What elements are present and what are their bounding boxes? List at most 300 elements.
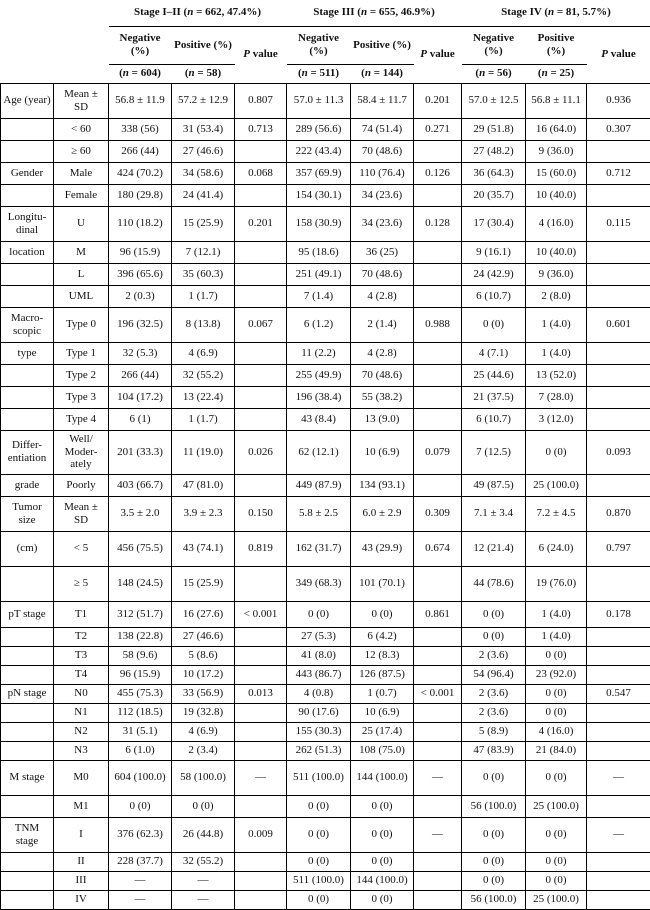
table-row xyxy=(1,408,650,430)
row-value: 70 (48.6) xyxy=(351,140,414,162)
row-value: 25 (100.0) xyxy=(526,890,587,909)
row-value: 17 (30.4) xyxy=(462,206,526,241)
row-value: 36 (64.3) xyxy=(462,162,526,184)
table-row xyxy=(1,627,650,646)
row-value: 3.5 ± 2.0 xyxy=(109,496,172,531)
row-value xyxy=(587,795,650,817)
row-value: 0.026 xyxy=(235,430,287,474)
table-row xyxy=(1,665,650,684)
row-value: 1 (1.7) xyxy=(172,285,235,307)
row-subcategory: UML xyxy=(54,285,109,307)
table-row xyxy=(1,140,650,162)
count-negative: (n = 604) xyxy=(109,64,172,83)
row-value: 2 (3.6) xyxy=(462,703,526,722)
row-value: 376 (62.3) xyxy=(109,817,172,852)
row-value: — xyxy=(414,760,462,795)
row-value: 10 (40.0) xyxy=(526,241,587,263)
p-value-header: P value xyxy=(235,26,287,83)
row-value: 31 (53.4) xyxy=(172,118,235,140)
row-value: 180 (29.8) xyxy=(109,184,172,206)
count-negative: (n = 56) xyxy=(462,64,526,83)
row-category xyxy=(1,285,54,307)
row-value xyxy=(235,241,287,263)
row-category xyxy=(1,386,54,408)
negative-header: Negative (%) xyxy=(109,26,172,64)
row-value: 511 (100.0) xyxy=(287,871,351,890)
row-value: 196 (32.5) xyxy=(109,307,172,342)
row-value xyxy=(235,722,287,741)
row-value: 55 (38.2) xyxy=(351,386,414,408)
row-value xyxy=(587,342,650,364)
row-value: 47 (83.9) xyxy=(462,741,526,760)
row-value: 357 (69.9) xyxy=(287,162,351,184)
row-value: 10 (40.0) xyxy=(526,184,587,206)
row-value: 7.2 ± 4.5 xyxy=(526,496,587,531)
row-value: 0.068 xyxy=(235,162,287,184)
row-value xyxy=(235,703,287,722)
row-category xyxy=(1,852,54,871)
row-value: 0.712 xyxy=(587,162,650,184)
row-value: 0 (0) xyxy=(526,817,587,852)
row-value: 0 (0) xyxy=(526,646,587,665)
row-value: 15 (25.9) xyxy=(172,566,235,601)
row-value: 144 (100.0) xyxy=(351,760,414,795)
row-value: 443 (86.7) xyxy=(287,665,351,684)
row-value: 49 (87.5) xyxy=(462,474,526,496)
row-value: < 0.001 xyxy=(235,601,287,627)
row-subcategory: M1 xyxy=(54,795,109,817)
row-value: 34 (58.6) xyxy=(172,162,235,184)
row-value: 144 (100.0) xyxy=(351,871,414,890)
row-value xyxy=(587,703,650,722)
row-value: 19 (76.0) xyxy=(526,566,587,601)
row-value xyxy=(235,364,287,386)
row-value xyxy=(235,263,287,285)
row-value: 338 (56) xyxy=(109,118,172,140)
row-value: 0 (0) xyxy=(526,703,587,722)
row-value: 1 (1.7) xyxy=(172,408,235,430)
row-category xyxy=(1,566,54,601)
negative-header: Negative (%) xyxy=(462,26,526,64)
count-positive: (n = 144) xyxy=(351,64,414,83)
row-subcategory: I xyxy=(54,817,109,852)
row-value: 2 (3.6) xyxy=(462,646,526,665)
row-value: 25 (100.0) xyxy=(526,795,587,817)
row-value: 138 (22.8) xyxy=(109,627,172,646)
row-value xyxy=(235,627,287,646)
row-value: 2 (3.4) xyxy=(172,741,235,760)
row-value xyxy=(235,646,287,665)
row-value xyxy=(414,285,462,307)
row-value: 449 (87.9) xyxy=(287,474,351,496)
row-value xyxy=(587,285,650,307)
row-category: TNM stage xyxy=(1,817,54,852)
row-value: 2 (0.3) xyxy=(109,285,172,307)
row-value: 0.126 xyxy=(414,162,462,184)
table-row xyxy=(1,703,650,722)
row-value: 13 (52.0) xyxy=(526,364,587,386)
row-value: 0 (0) xyxy=(526,684,587,703)
row-value: 0 (0) xyxy=(109,795,172,817)
row-value xyxy=(587,263,650,285)
subheader-row xyxy=(1,26,650,64)
row-value: 604 (100.0) xyxy=(109,760,172,795)
row-value: 1 (4.0) xyxy=(526,307,587,342)
row-value xyxy=(587,646,650,665)
count-positive: (n = 25) xyxy=(526,64,587,83)
row-subcategory: T3 xyxy=(54,646,109,665)
row-value: 58.4 ± 11.7 xyxy=(351,83,414,118)
row-value: 24 (41.4) xyxy=(172,184,235,206)
row-value xyxy=(587,386,650,408)
row-category xyxy=(1,741,54,760)
row-value: — xyxy=(172,890,235,909)
row-value: 12 (21.4) xyxy=(462,531,526,566)
row-value: 54 (96.4) xyxy=(462,665,526,684)
row-value: 0.093 xyxy=(587,430,650,474)
row-value: 0.201 xyxy=(235,206,287,241)
row-value: 0 (0) xyxy=(287,852,351,871)
row-value xyxy=(414,386,462,408)
row-value xyxy=(414,241,462,263)
table-row xyxy=(1,531,650,566)
row-value: 15 (60.0) xyxy=(526,162,587,184)
row-value xyxy=(587,890,650,909)
row-value: 222 (43.4) xyxy=(287,140,351,162)
row-value: 9 (36.0) xyxy=(526,263,587,285)
row-value xyxy=(235,852,287,871)
row-value: 0.271 xyxy=(414,118,462,140)
row-value xyxy=(414,566,462,601)
table-row xyxy=(1,83,650,118)
row-value xyxy=(587,184,650,206)
row-value: 4 (6.9) xyxy=(172,342,235,364)
row-value: 4 (16.0) xyxy=(526,206,587,241)
row-value: 0.067 xyxy=(235,307,287,342)
row-value: 0.150 xyxy=(235,496,287,531)
row-subcategory: Type 3 xyxy=(54,386,109,408)
table-row xyxy=(1,646,650,665)
row-value: 27 (46.6) xyxy=(172,140,235,162)
row-value: 34 (23.6) xyxy=(351,206,414,241)
row-value: 10 (17.2) xyxy=(172,665,235,684)
row-category: Differ-entiation xyxy=(1,430,54,474)
table-row xyxy=(1,184,650,206)
row-value: 104 (17.2) xyxy=(109,386,172,408)
row-value: 5.8 ± 2.5 xyxy=(287,496,351,531)
row-value: 262 (51.3) xyxy=(287,741,351,760)
table-row xyxy=(1,722,650,741)
row-category: Longitu-dinal xyxy=(1,206,54,241)
table-row xyxy=(1,430,650,474)
row-value: 0.601 xyxy=(587,307,650,342)
row-value: 112 (18.5) xyxy=(109,703,172,722)
row-value: 7.1 ± 3.4 xyxy=(462,496,526,531)
row-value: 8 (13.8) xyxy=(172,307,235,342)
row-value: 0.307 xyxy=(587,118,650,140)
table-row xyxy=(1,496,650,531)
row-category xyxy=(1,703,54,722)
row-value: 162 (31.7) xyxy=(287,531,351,566)
row-value: 1 (4.0) xyxy=(526,627,587,646)
row-value: 33 (56.9) xyxy=(172,684,235,703)
row-subcategory: T4 xyxy=(54,665,109,684)
count-negative: (n = 511) xyxy=(287,64,351,83)
row-value: 511 (100.0) xyxy=(287,760,351,795)
row-subcategory: III xyxy=(54,871,109,890)
row-value: 13 (9.0) xyxy=(351,408,414,430)
row-value: 196 (38.4) xyxy=(287,386,351,408)
row-category: Age (year) xyxy=(1,83,54,118)
row-value: 251 (49.1) xyxy=(287,263,351,285)
row-value xyxy=(414,871,462,890)
p-value-header: P value xyxy=(414,26,462,83)
row-value xyxy=(587,665,650,684)
row-value: — xyxy=(587,817,650,852)
row-value: 7 (1.4) xyxy=(287,285,351,307)
row-value: 12 (8.3) xyxy=(351,646,414,665)
row-category: Gender xyxy=(1,162,54,184)
row-value: 0 (0) xyxy=(351,817,414,852)
row-value: 57.0 ± 11.3 xyxy=(287,83,351,118)
row-category: type xyxy=(1,342,54,364)
row-value: 255 (49.9) xyxy=(287,364,351,386)
row-category: location xyxy=(1,241,54,263)
row-value xyxy=(235,184,287,206)
table-row xyxy=(1,741,650,760)
row-value: 0.547 xyxy=(587,684,650,703)
table-row xyxy=(1,364,650,386)
row-value: 312 (51.7) xyxy=(109,601,172,627)
row-category xyxy=(1,722,54,741)
row-value: 0.988 xyxy=(414,307,462,342)
row-value: 6 (1) xyxy=(109,408,172,430)
row-value xyxy=(587,741,650,760)
row-value xyxy=(235,665,287,684)
group-header-stage-4: Stage IV (n = 81, 5.7%) xyxy=(462,0,650,26)
row-value: 154 (30.1) xyxy=(287,184,351,206)
row-value: 0 (0) xyxy=(526,430,587,474)
row-value: 0.309 xyxy=(414,496,462,531)
row-value: 15 (25.9) xyxy=(172,206,235,241)
row-value: 0 (0) xyxy=(462,871,526,890)
row-subcategory: Female xyxy=(54,184,109,206)
row-value xyxy=(587,627,650,646)
row-category xyxy=(1,871,54,890)
row-value: 158 (30.9) xyxy=(287,206,351,241)
row-value: 96 (15.9) xyxy=(109,665,172,684)
row-value: 7 (12.1) xyxy=(172,241,235,263)
row-value: 43 (29.9) xyxy=(351,531,414,566)
table-row xyxy=(1,162,650,184)
row-value xyxy=(235,342,287,364)
row-subcategory: II xyxy=(54,852,109,871)
row-value: 0.861 xyxy=(414,601,462,627)
table-row xyxy=(1,890,650,909)
row-value xyxy=(587,408,650,430)
row-value: 110 (18.2) xyxy=(109,206,172,241)
group-header-row xyxy=(1,0,650,26)
row-subcategory: N1 xyxy=(54,703,109,722)
row-value xyxy=(235,285,287,307)
row-value: 0.201 xyxy=(414,83,462,118)
row-value: 403 (66.7) xyxy=(109,474,172,496)
row-subcategory: < 5 xyxy=(54,531,109,566)
row-value: — xyxy=(414,817,462,852)
count-positive: (n = 58) xyxy=(172,64,235,83)
row-value: 4 (6.9) xyxy=(172,722,235,741)
row-value: 0 (0) xyxy=(287,817,351,852)
table-row xyxy=(1,206,650,241)
row-value: 0 (0) xyxy=(462,627,526,646)
row-value: 0.079 xyxy=(414,430,462,474)
row-category xyxy=(1,665,54,684)
row-value xyxy=(414,342,462,364)
row-value: — xyxy=(172,871,235,890)
row-value: 110 (76.4) xyxy=(351,162,414,184)
row-value: 456 (75.5) xyxy=(109,531,172,566)
row-value: 0.870 xyxy=(587,496,650,531)
row-subcategory: Male xyxy=(54,162,109,184)
row-value: 5 (8.9) xyxy=(462,722,526,741)
row-value: 148 (24.5) xyxy=(109,566,172,601)
row-value: 11 (2.2) xyxy=(287,342,351,364)
row-value: — xyxy=(587,760,650,795)
row-value: 56 (100.0) xyxy=(462,795,526,817)
row-value: 0.807 xyxy=(235,83,287,118)
row-category xyxy=(1,646,54,665)
row-value xyxy=(235,741,287,760)
row-category xyxy=(1,184,54,206)
row-value: 6 (1.2) xyxy=(287,307,351,342)
row-value xyxy=(587,852,650,871)
row-value: 74 (51.4) xyxy=(351,118,414,140)
row-value xyxy=(587,140,650,162)
row-value: 201 (33.3) xyxy=(109,430,172,474)
row-value: 0 (0) xyxy=(287,890,351,909)
table-row xyxy=(1,241,650,263)
row-value: 56.8 ± 11.9 xyxy=(109,83,172,118)
row-category xyxy=(1,408,54,430)
row-value: 4 (2.8) xyxy=(351,342,414,364)
row-value: 6 (24.0) xyxy=(526,531,587,566)
row-value xyxy=(235,871,287,890)
row-value: 1 (4.0) xyxy=(526,601,587,627)
row-value: 0.009 xyxy=(235,817,287,852)
row-value: 70 (48.6) xyxy=(351,364,414,386)
row-value: 26 (44.8) xyxy=(172,817,235,852)
row-value: 25 (100.0) xyxy=(526,474,587,496)
row-value: 0 (0) xyxy=(462,852,526,871)
row-category xyxy=(1,263,54,285)
row-value: 58 (100.0) xyxy=(172,760,235,795)
row-value: 3.9 ± 2.3 xyxy=(172,496,235,531)
row-value: 4 (16.0) xyxy=(526,722,587,741)
row-value: 2 (8.0) xyxy=(526,285,587,307)
row-value xyxy=(235,408,287,430)
row-value xyxy=(235,386,287,408)
row-value: 0 (0) xyxy=(462,307,526,342)
row-subcategory: Well/ Moder-ately xyxy=(54,430,109,474)
positive-header: Positive (%) xyxy=(351,26,414,64)
row-value xyxy=(414,665,462,684)
row-value: 27 (48.2) xyxy=(462,140,526,162)
row-subcategory: L xyxy=(54,263,109,285)
row-value: 57.2 ± 12.9 xyxy=(172,83,235,118)
row-value xyxy=(587,241,650,263)
row-value: 0.115 xyxy=(587,206,650,241)
table-row xyxy=(1,760,650,795)
row-value: 24 (42.9) xyxy=(462,263,526,285)
row-value: 25 (44.6) xyxy=(462,364,526,386)
row-value: 0 (0) xyxy=(526,760,587,795)
row-value xyxy=(414,408,462,430)
negative-header: Negative (%) xyxy=(287,26,351,64)
row-value: 47 (81.0) xyxy=(172,474,235,496)
row-value: 36 (25) xyxy=(351,241,414,263)
row-category xyxy=(1,890,54,909)
row-value: 6 (10.7) xyxy=(462,408,526,430)
table-row xyxy=(1,566,650,601)
row-value: — xyxy=(109,871,172,890)
row-value: 6.0 ± 2.9 xyxy=(351,496,414,531)
table-row xyxy=(1,342,650,364)
row-value: 57.0 ± 12.5 xyxy=(462,83,526,118)
row-value: 0 (0) xyxy=(462,601,526,627)
row-value xyxy=(587,474,650,496)
row-value: 0.674 xyxy=(414,531,462,566)
row-subcategory: T1 xyxy=(54,601,109,627)
row-value: 27 (46.6) xyxy=(172,627,235,646)
table-row xyxy=(1,684,650,703)
row-subcategory: Mean ± SD xyxy=(54,83,109,118)
row-value: 21 (37.5) xyxy=(462,386,526,408)
row-value: 134 (93.1) xyxy=(351,474,414,496)
row-value xyxy=(414,474,462,496)
row-value: 34 (23.6) xyxy=(351,184,414,206)
row-value: 0.013 xyxy=(235,684,287,703)
table-row xyxy=(1,307,650,342)
row-value: 155 (30.3) xyxy=(287,722,351,741)
row-value: 101 (70.1) xyxy=(351,566,414,601)
row-value: 0 (0) xyxy=(351,795,414,817)
row-value xyxy=(235,795,287,817)
row-subcategory: N2 xyxy=(54,722,109,741)
row-value: — xyxy=(109,890,172,909)
row-value: 32 (5.3) xyxy=(109,342,172,364)
row-value xyxy=(587,364,650,386)
row-value: 0.797 xyxy=(587,531,650,566)
row-value: 16 (64.0) xyxy=(526,118,587,140)
row-category: pN stage xyxy=(1,684,54,703)
row-category xyxy=(1,795,54,817)
row-category: M stage xyxy=(1,760,54,795)
row-value: 43 (74.1) xyxy=(172,531,235,566)
row-value: 4 (7.1) xyxy=(462,342,526,364)
row-subcategory: M0 xyxy=(54,760,109,795)
row-subcategory: M xyxy=(54,241,109,263)
row-value: 424 (70.2) xyxy=(109,162,172,184)
positive-header: Positive (%) xyxy=(526,26,587,64)
row-value: 56.8 ± 11.1 xyxy=(526,83,587,118)
row-category xyxy=(1,140,54,162)
row-value: 62 (12.1) xyxy=(287,430,351,474)
row-subcategory: N0 xyxy=(54,684,109,703)
positive-header: Positive (%) xyxy=(172,26,235,64)
row-value: 90 (17.6) xyxy=(287,703,351,722)
row-value xyxy=(587,871,650,890)
row-value: 126 (87.5) xyxy=(351,665,414,684)
